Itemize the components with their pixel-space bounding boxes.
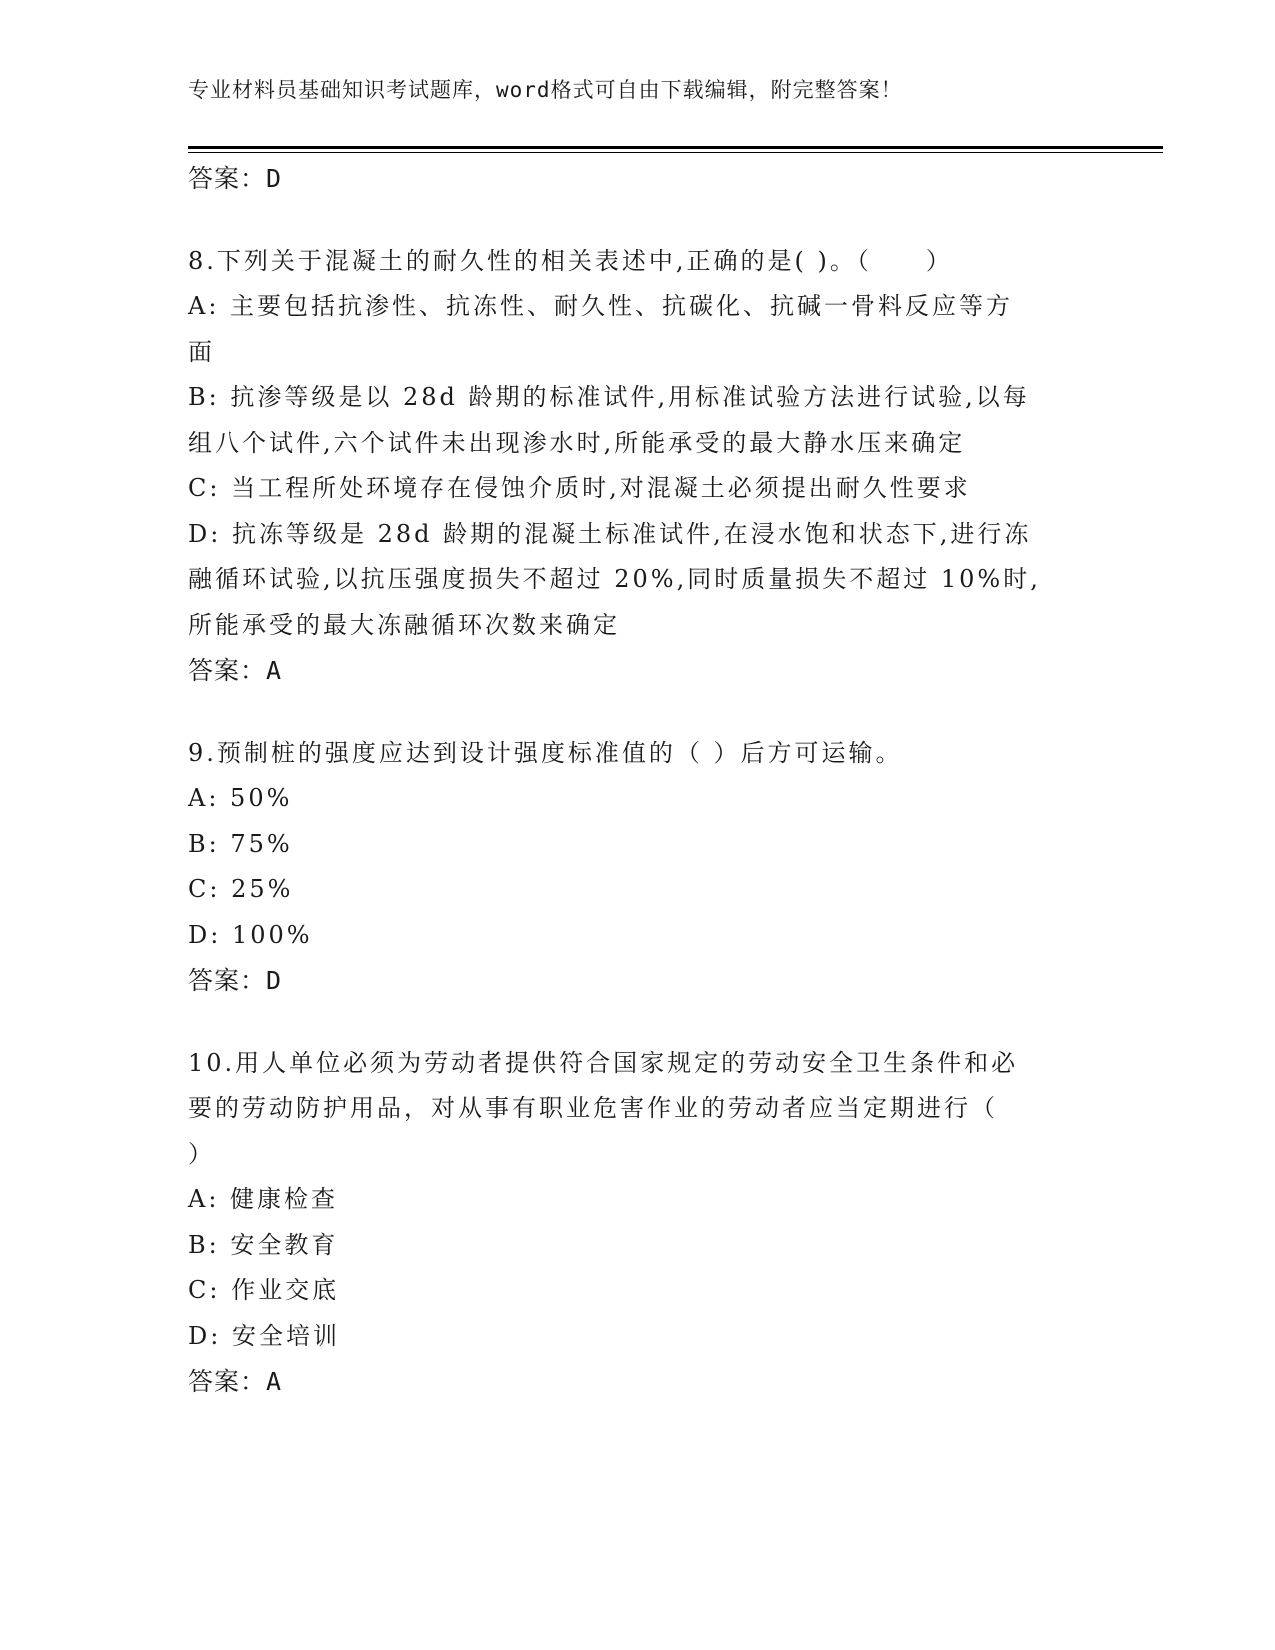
spacer	[188, 202, 1088, 239]
question-stem: 10.用人单位必须为劳动者提供符合国家规定的劳动安全卫生条件和必	[188, 1048, 1019, 1077]
option-d: D: 抗冻等级是 28d 龄期的混凝土标准试件,在浸水饱和状态下,进行冻	[188, 519, 1032, 548]
option-b: B: 75%	[188, 829, 293, 858]
header-rule-thick	[188, 146, 1163, 149]
option-c: C: 作业交底	[188, 1276, 340, 1304]
option-a: A: 50%	[188, 784, 293, 812]
document-body	[188, 156, 1088, 1405]
question-stem: 9.预制桩的强度应达到设计强度标准值的（ ）后方可运输。	[188, 738, 903, 767]
option-a-continued: 面	[188, 337, 215, 366]
option-c: C: 当工程所处环境存在侵蚀介质时,对混凝土必须提出耐久性要求	[188, 474, 971, 502]
header-rule-thin	[188, 152, 1163, 153]
option-a: A: 健康检查	[188, 1185, 339, 1213]
spacer	[188, 1004, 1088, 1041]
option-d: D: 100%	[188, 920, 313, 949]
question-10	[188, 1041, 1088, 1405]
previous-question-answer: 答案：D	[188, 164, 283, 193]
page-header: 专业材料员基础知识考试题库，word格式可自由下载编辑，附完整答案！	[188, 78, 903, 102]
question-answer: 答案：D	[188, 966, 283, 995]
option-d-continued: 所能承受的最大冻融循环次数来确定	[188, 610, 620, 639]
question-8	[188, 239, 1088, 694]
question-stem-continued: ）	[188, 1139, 215, 1168]
option-d: D: 安全培训	[188, 1321, 340, 1350]
spacer	[188, 694, 1088, 731]
question-answer: 答案：A	[188, 656, 283, 685]
question-stem-continued: 要的劳动防护用品，对从事有职业危害作业的劳动者应当定期进行（	[188, 1094, 998, 1122]
option-b: B: 抗渗等级是以 28d 龄期的标准试件,用标准试验方法进行试验,以每	[188, 383, 1030, 411]
question-answer: 答案：A	[188, 1367, 283, 1396]
option-a: A: 主要包括抗渗性、抗冻性、耐久性、抗碳化、抗碱一骨料反应等方	[188, 292, 1014, 320]
question-stem: 8.下列关于混凝土的耐久性的相关表述中,正确的是( )。（ ）	[188, 246, 953, 275]
option-b: B: 安全教育	[188, 1230, 339, 1259]
option-b-continued: 组八个试件,六个试件未出现渗水时,所能承受的最大静水压来确定	[188, 428, 966, 457]
option-d-continued: 融循环试验,以抗压强度损失不超过 20%,同时质量损失不超过 10%时,	[188, 565, 1041, 593]
option-c: C: 25%	[188, 875, 294, 903]
question-9	[188, 731, 1088, 1004]
